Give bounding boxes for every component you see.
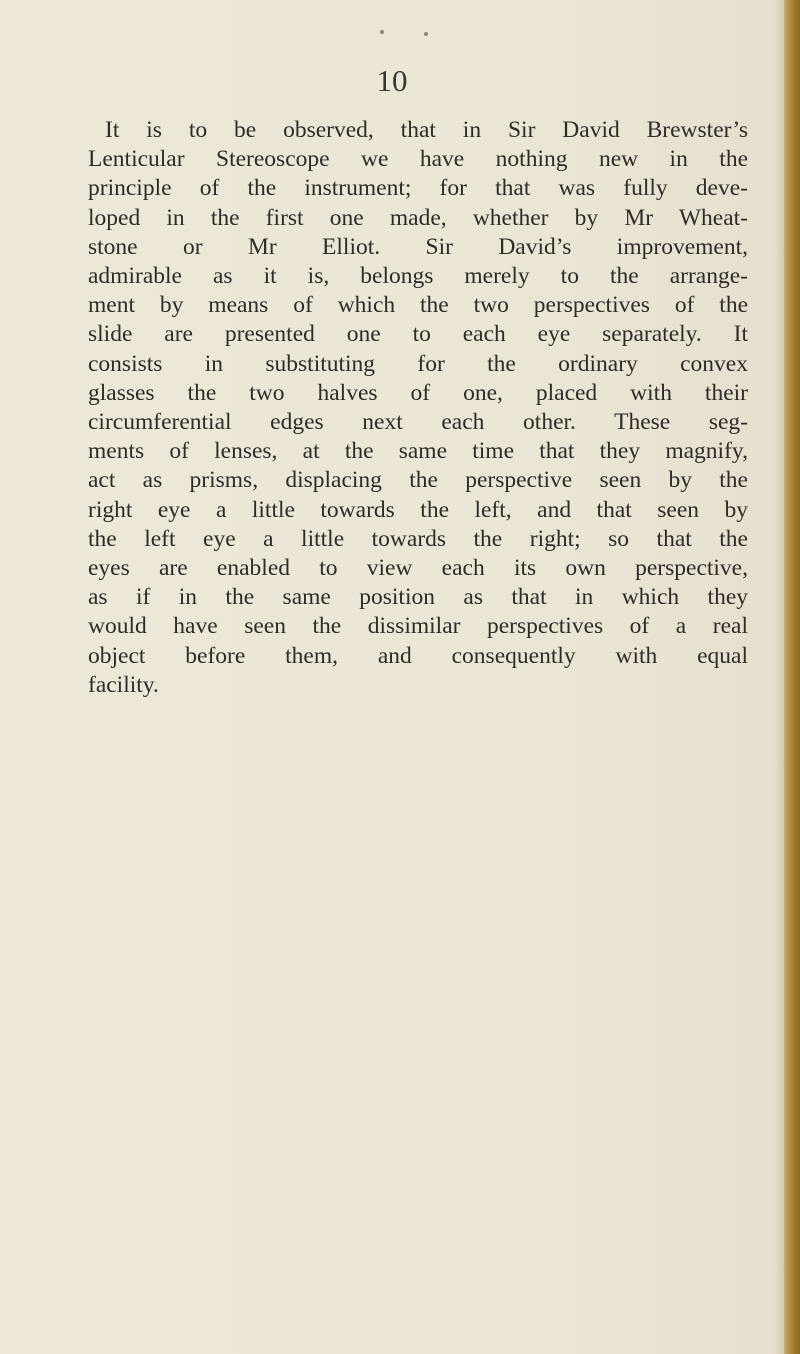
- text-line: glasses the two halves of one, placed with their: [88, 379, 748, 406]
- text-line: would have seen the dissimilar perspectives of a real: [88, 613, 748, 640]
- text-line: stone or Mr Elliot. Sir David’s improvement,: [88, 233, 748, 260]
- text-line: as if in the same position as that in which they: [88, 584, 748, 611]
- text-line: ments of lenses, at the same time that they magnify,: [88, 438, 748, 465]
- text-line: consists in substituting for the ordinary convex: [88, 350, 748, 377]
- page-number: 10: [376, 63, 408, 98]
- text-line: object before them, and consequently with equal: [88, 642, 748, 669]
- text-line: admirable as it is, belongs merely to the arrange-: [88, 263, 748, 290]
- paper-speck: [424, 32, 428, 36]
- text-line: eyes are enabled to view each its own perspective,: [88, 555, 748, 582]
- text-line: ment by means of which the two perspectives of the: [88, 292, 748, 319]
- text-line: It is to be observed, that in Sir David Brewster’s: [105, 117, 748, 143]
- text-line: slide are presented one to each eye separately. It: [88, 321, 748, 348]
- text-line: loped in the first one made, whether by Mr Wheat-: [88, 204, 748, 231]
- text-line: the left eye a little towards the right; so that the: [88, 525, 748, 552]
- text-line: principle of the instrument; for that was fully deve-: [88, 175, 748, 202]
- text-line: circumferential edges next each other. These seg-: [88, 409, 748, 436]
- text-line: act as prisms, displacing the perspective seen by the: [88, 467, 748, 494]
- text-line: right eye a little towards the left, and that seen by: [88, 496, 748, 523]
- text-line: Lenticular Stereoscope we have nothing new in the: [88, 146, 748, 173]
- paper-speck: [380, 30, 384, 34]
- text-line: facility.: [88, 671, 159, 698]
- binding-shadow: [774, 0, 784, 1354]
- binding-edge: [784, 0, 800, 1354]
- body-paragraph: [88, 116, 748, 700]
